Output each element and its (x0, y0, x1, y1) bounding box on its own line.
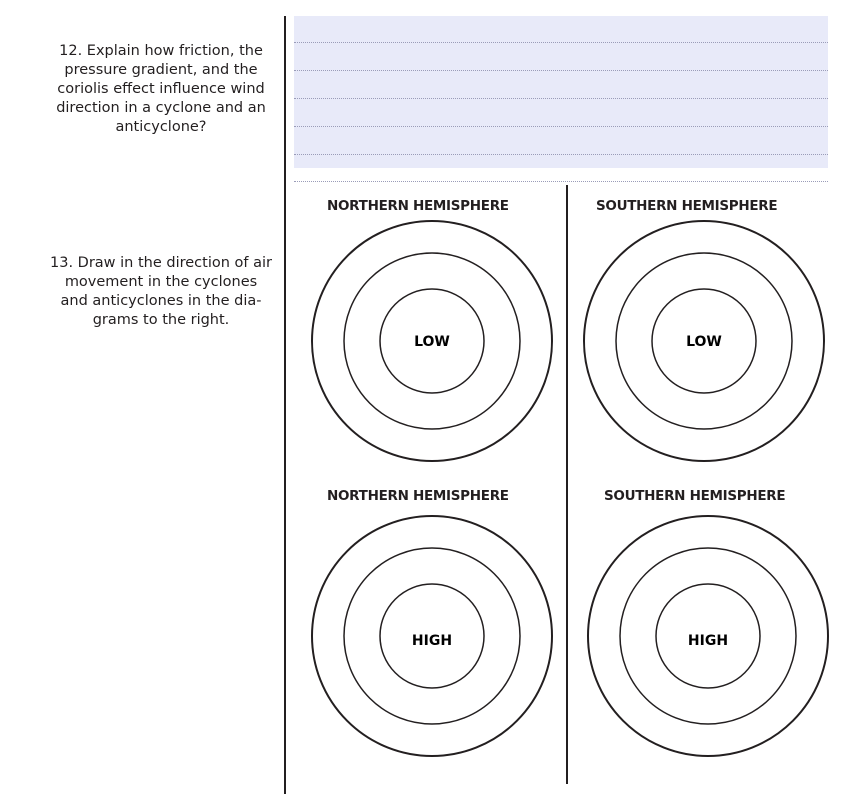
pressure-label-low: LOW (414, 334, 450, 350)
pressure-label-low: LOW (686, 334, 722, 350)
label-northern-hemisphere-low: NORTHERN HEMISPHERE (327, 198, 509, 214)
column-divider (284, 16, 286, 794)
pressure-label-high: HIGH (411, 633, 453, 649)
answer-line (294, 42, 828, 43)
question-12: 12. Explain how friction, the pressure gradient, and the coriolis effect influence wind direction in a cyclone and an anticyclone? (56, 43, 266, 135)
hemisphere-divider (566, 185, 568, 784)
answer-line (294, 70, 828, 71)
diagram-southern-low[interactable] (582, 219, 826, 463)
diagram-southern-high[interactable] (586, 514, 830, 758)
label-northern-hemisphere-high: NORTHERN HEMISPHERE (327, 488, 509, 504)
diagram-northern-low[interactable] (310, 219, 554, 463)
answer-box-q12[interactable] (294, 16, 828, 168)
diagram-northern-high[interactable] (310, 514, 554, 758)
label-southern-hemisphere-low: SOUTHERN HEMISPHERE (596, 198, 778, 214)
label-southern-hemisphere-high: SOUTHERN HEMISPHERE (604, 488, 786, 504)
pressure-label-high: HIGH (687, 633, 729, 649)
answer-line (294, 154, 828, 155)
answer-line (294, 126, 828, 127)
answer-line (294, 98, 828, 99)
question-13: 13. Draw in the direction of air movement in the cyclones and anticyclones in the dia-grams to the right. (50, 255, 272, 328)
answer-bottom-rule (294, 181, 828, 182)
